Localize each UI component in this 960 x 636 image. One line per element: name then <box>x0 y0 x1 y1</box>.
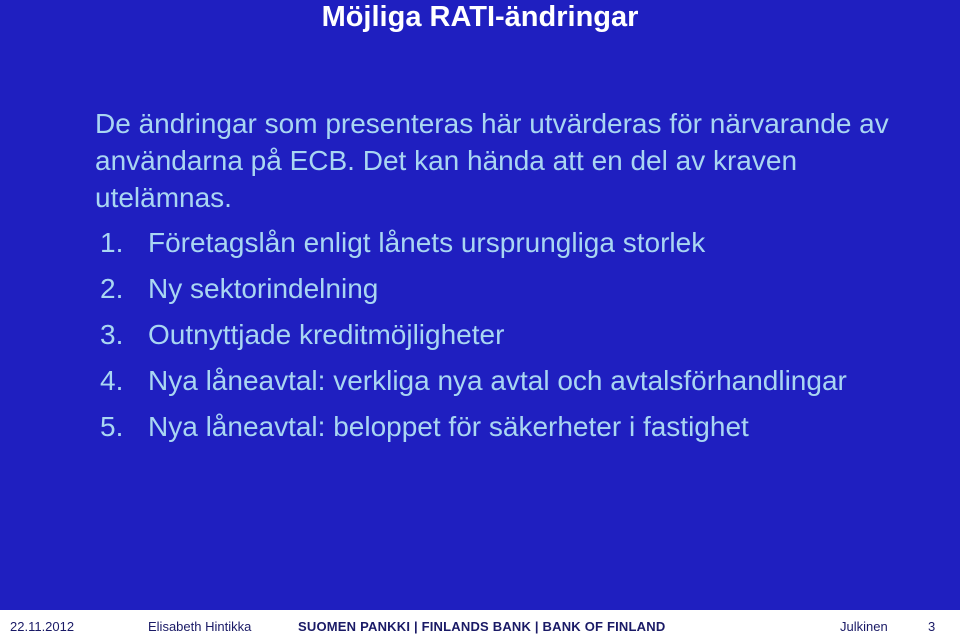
footer-classification: Julkinen <box>840 619 888 634</box>
footer-author: Elisabeth Hintikka <box>148 619 252 634</box>
list-item <box>100 317 940 353</box>
list-item-text: Nya låneavtal: verkliga nya avtal och avtalsförhandlingar <box>148 365 847 396</box>
footer-date: 22.11.2012 <box>10 619 75 634</box>
list-item <box>100 225 940 261</box>
slide-title: Möjliga RATI-ändringar <box>321 1 639 33</box>
footer-page-number: 3 <box>928 619 936 634</box>
intro-paragraph: De ändringar som presenteras här utvärderas för närvarande av användarna på ECB. Det kan hända att en del av kraven utelämnas. <box>95 108 889 213</box>
list-item-text: Företagslån enligt lånets ursprungliga storlek <box>148 227 706 258</box>
list-item-number: 5. <box>100 411 124 442</box>
list-item-number: 4. <box>100 365 124 396</box>
list-item-text: Nya låneavtal: beloppet för säkerheter i fastighet <box>148 411 749 442</box>
footer-bank-name: SUOMEN PANKKI | FINLANDS BANK | BANK OF FINLAND <box>298 619 666 634</box>
list-item-text: Outnyttjade kreditmöjligheter <box>148 319 505 350</box>
list-item-number: 2. <box>100 273 124 304</box>
list-item-text: Ny sektorindelning <box>148 273 379 304</box>
list-item-number: 3. <box>100 319 124 350</box>
list-item <box>100 363 940 399</box>
slide-footer <box>0 610 960 636</box>
list-item-number: 1. <box>100 227 124 258</box>
numbered-list <box>100 225 940 455</box>
list-item <box>100 271 940 307</box>
list-item <box>100 409 940 445</box>
